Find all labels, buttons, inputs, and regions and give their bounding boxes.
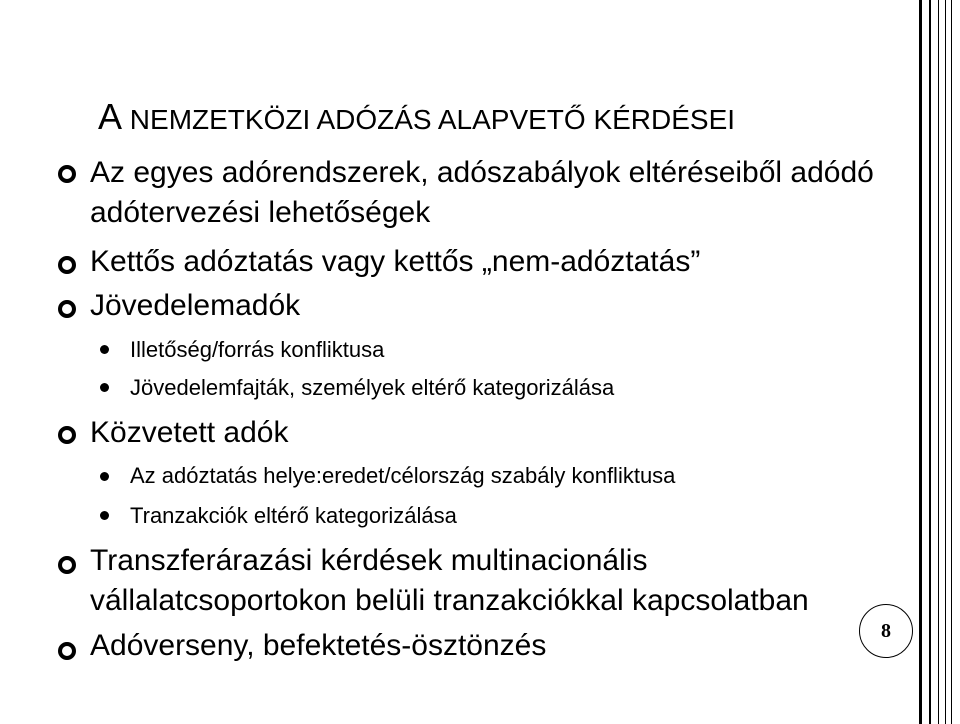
ring-bullet-icon [58, 256, 76, 274]
right-border-line [929, 0, 931, 724]
right-border-line [919, 0, 922, 724]
ring-bullet-icon [58, 556, 76, 574]
title-rest: NEMZETKÖZI ADÓZÁS ALAPVETŐ KÉRDÉSEI [129, 104, 736, 135]
bullet-item-continuation: vállalatcsoportokon belüli tranzakciókkal kapcsolatban [90, 584, 809, 617]
dot-bullet-icon [100, 383, 109, 392]
ring-bullet-icon [58, 426, 76, 444]
sub-bullet-item: Tranzakciók eltérő kategorizálása [130, 503, 457, 528]
sub-bullet-item: Illetőség/forrás konfliktusa [130, 337, 385, 362]
title-first-letter: A [98, 96, 123, 137]
bullet-item: Közvetett adók [90, 416, 289, 449]
dot-bullet-icon [100, 345, 109, 354]
bullet-item: Az egyes adórendszerek, adószabályok eltéréseiből adódó [90, 156, 874, 189]
bullet-item: Adóverseny, befektetés-ösztönzés [90, 629, 547, 662]
bullet-item: Kettős adóztatás vagy kettős „nem-adóztatás” [90, 245, 701, 278]
sub-bullet-item: Az adóztatás helye:eredet/célország szabály konfliktusa [130, 463, 676, 488]
bullet-item: Transzferárazási kérdések multinacionális [90, 544, 648, 577]
right-border-line [951, 0, 952, 724]
right-border-line [938, 0, 939, 724]
bullet-item: Jövedelemadók [90, 289, 301, 322]
slide-title [98, 96, 735, 138]
bullet-item-continuation: adótervezési lehetőségek [90, 196, 431, 229]
ring-bullet-icon [58, 165, 76, 183]
ring-bullet-icon [58, 642, 76, 660]
right-border-line [945, 0, 946, 724]
page-number-badge: 8 [859, 604, 913, 658]
dot-bullet-icon [100, 511, 109, 520]
sub-bullet-item: Jövedelemfajták, személyek eltérő kategorizálása [130, 375, 615, 400]
ring-bullet-icon [58, 300, 76, 318]
dot-bullet-icon [100, 472, 109, 481]
